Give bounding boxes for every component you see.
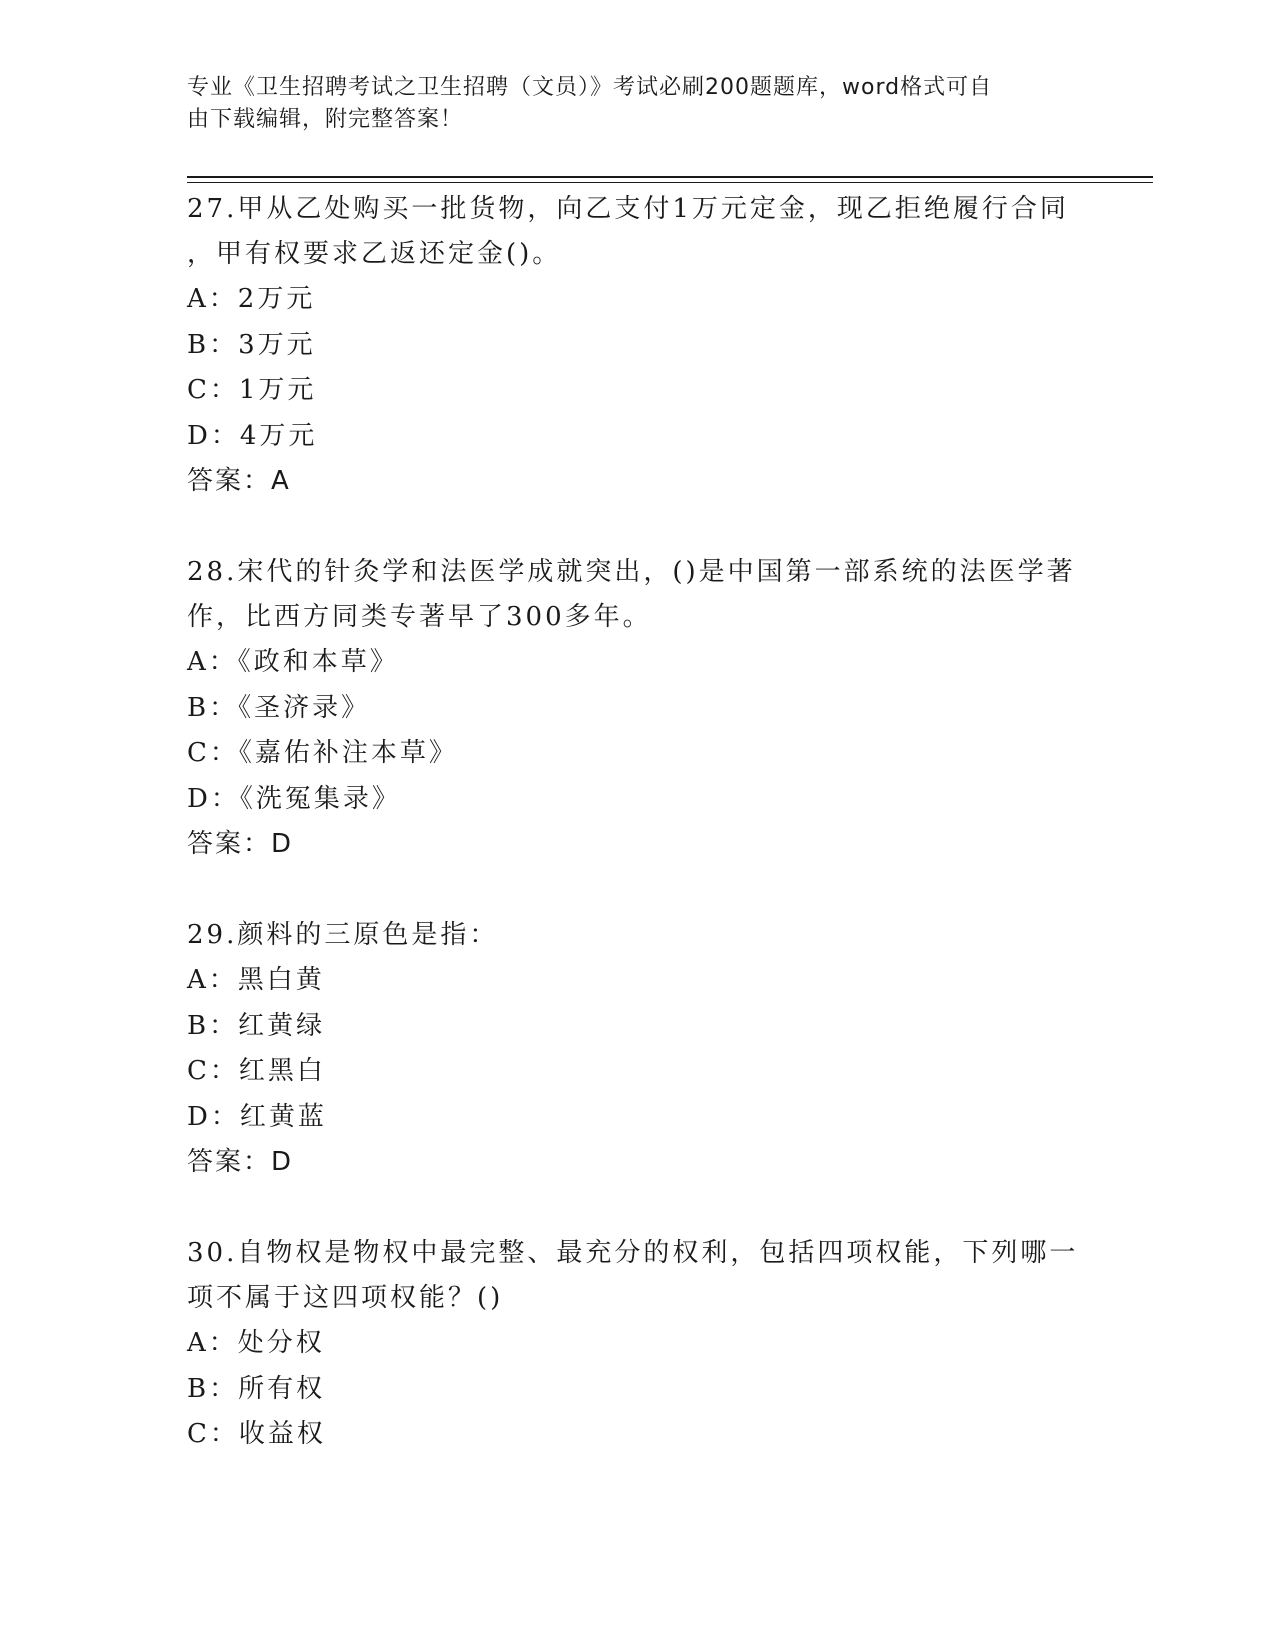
header-divider-thin: [187, 182, 1153, 183]
option-d: D：4万元: [187, 420, 318, 451]
document-header: [187, 72, 1067, 136]
header-line-1: 专业《卫生招聘考试之卫生招聘（文员）》考试必刷200题题库，word格式可自: [187, 75, 993, 100]
answer: 答案：A: [187, 466, 291, 496]
option-c: C：1万元: [187, 375, 317, 405]
question-list: [187, 187, 1087, 1504]
option-a: A：2万元: [187, 284, 316, 314]
answer: 答案：D: [187, 829, 294, 859]
question-text-line: 30.自物权是物权中最完整、最充分的权利，包括四项权能，下列哪一: [187, 1238, 1079, 1268]
option-a: A：处分权: [187, 1328, 325, 1358]
question-text-line: 项不属于这四项权能？(): [187, 1283, 504, 1313]
option-a: A：黑白黄: [187, 965, 325, 995]
option-b: B：所有权: [187, 1373, 326, 1404]
option-d: D：红黄蓝: [187, 1101, 327, 1132]
question-text-line: 27.甲从乙处购买一批货物，向乙支付1万元定金，现乙拒绝履行合同: [187, 194, 1069, 224]
question-text-line: ，甲有权要求乙返还定金()。: [187, 239, 562, 269]
question-29: [187, 913, 1087, 1185]
option-b: B：《圣济录》: [187, 692, 371, 723]
header-divider-thick: [187, 176, 1153, 178]
option-d: D：《洗冤集录》: [187, 783, 401, 814]
option-c: C：《嘉佑补注本草》: [187, 738, 458, 768]
header-line-2: 由下载编辑，附完整答案！: [187, 107, 464, 132]
option-a: A：《政和本草》: [187, 647, 399, 677]
answer: 答案：D: [187, 1147, 294, 1177]
question-28: [187, 550, 1087, 867]
option-c: C：收益权: [187, 1419, 326, 1449]
option-b: B：红黄绿: [187, 1010, 326, 1041]
question-27: [187, 187, 1087, 504]
question-text-line: 28.宋代的针灸学和法医学成就突出，()是中国第一部系统的法医学著: [187, 557, 1076, 587]
question-text-line: 29.颜料的三原色是指：: [187, 920, 499, 950]
question-30: [187, 1231, 1087, 1458]
option-c: C：红黑白: [187, 1056, 326, 1086]
question-text-line: 作，比西方同类专著早了300多年。: [187, 602, 652, 632]
option-b: B：3万元: [187, 329, 316, 360]
